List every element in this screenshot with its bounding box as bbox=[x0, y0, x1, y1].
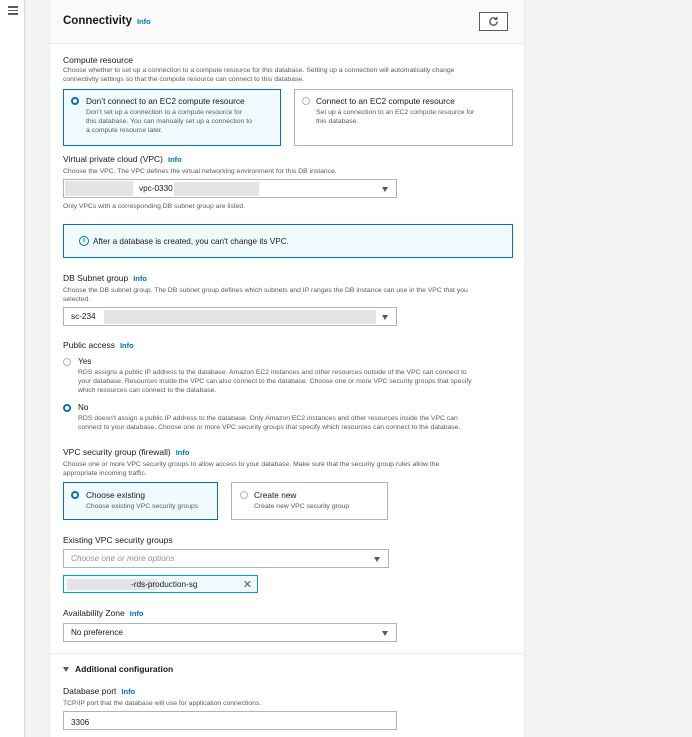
redacted-block bbox=[104, 310, 376, 324]
refresh-icon bbox=[488, 16, 499, 27]
subnet-info-link[interactable]: Info bbox=[133, 274, 147, 283]
refresh-button[interactable] bbox=[479, 12, 508, 31]
radio-public-yes[interactable] bbox=[63, 358, 71, 366]
info-link[interactable]: Info bbox=[137, 17, 151, 26]
redacted-block bbox=[174, 182, 259, 196]
chevron-down-icon bbox=[382, 187, 388, 192]
port-desc: TCP/IP port that the database will use for application connections. bbox=[63, 700, 262, 707]
chevron-down-icon bbox=[374, 557, 380, 562]
security-group-desc: Choose one or more VPC security groups to allow access to your database. Make sure that the security group rules allow the appropriate incoming traffic. bbox=[63, 461, 440, 477]
database-port-input-wrapper bbox=[63, 711, 397, 730]
vpc-select[interactable]: vpc-0330 bbox=[63, 179, 397, 198]
subnet-select[interactable]: sc-234 bbox=[63, 307, 397, 326]
existing-sg-label: Existing VPC security groups bbox=[63, 535, 173, 545]
security-group-label: VPC security group (firewall) Info bbox=[63, 447, 190, 457]
vpc-info-link[interactable]: Info bbox=[168, 155, 182, 164]
tile-dont-connect-ec2[interactable]: Don’t connect to an EC2 compute resource Don’t set up a connection to a compute resource for this database. You can manually set up a connection to a compute resource later. bbox=[63, 89, 281, 146]
subnet-label: DB Subnet group Info bbox=[63, 273, 147, 283]
close-icon[interactable]: ✕ bbox=[242, 579, 252, 591]
sg-token: -rds-production-sg ✕ bbox=[63, 575, 258, 593]
chevron-down-icon bbox=[382, 315, 388, 320]
public-access-label: Public access Info bbox=[63, 340, 134, 350]
left-nav-rail bbox=[0, 0, 25, 737]
additional-config-toggle[interactable]: Additional configuration bbox=[63, 664, 173, 674]
vpc-alert: i After a database is created, you can't change its VPC. bbox=[63, 224, 513, 258]
subnet-desc: Choose the DB subnet group. The DB subnet group defines which subnets and IP ranges the DB instance can use in the VPC that you selected. bbox=[63, 287, 468, 303]
vpc-hint: Only VPCs with a corresponding DB subnet group are listed. bbox=[63, 203, 246, 210]
vpc-desc: Choose the VPC. The VPC defines the virtual networking environment for this DB instance. bbox=[63, 168, 337, 175]
connectivity-panel: Connectivity Info Compute resource Choose whether to set up a connection to a compute resource for this database. Setting up a connection will automatically change connectivity settings so that the compute resource can connect to this database. Don’t connect to an EC2 compute resource Don’t set up a connection to a compute resource for this database. You can manually set up a connection to a compute resource later. Connect to an EC2 compute resource Set up a connection to an EC2 compute resource for this database. Virtual private cloud (VPC) Info Choose the VPC. The VPC defines the virtual networking environment for this DB instance. vpc-0330 Only VPCs with a corresponding DB subnet group are listed. i After a database is created, you can't change its VPC. DB Subnet group Info Choose the DB subnet group. The DB subnet group defines which subnets and IP ranges the DB instance can use in the VPC that you selected. sc-234 Public access Info Yes RDS assigns a public IP address to the database. Amazon EC2 instances and other resources outside of the VPC can connect to your database. Resources inside the VPC can also connect to the database. Choose one or more VPC security groups that specify which resources can connect to the database. No RDS doesn't assign a public IP address to the database. Only Amazon EC2 instances and other resources inside the VPC can connect to your database. Choose one or more VPC security groups that specify which resources can connect to the database. VPC security group (firewall) Info Choose one or more VPC security groups to allow access to your database. Make sure that the security group rules allow the appropriate incoming traffic. Choose existing Choose existing VPC security groups Create new Create new VPC security group Existing VPC security groups Choose one or more options -rds-production-sg ✕ Availability Zone Info No preference Additional configuration Database port Info TCP/IP port that the database will use for application connections. 3306 bbox=[49, 0, 525, 737]
compute-resource-desc: Choose whether to set up a connection to a compute resource for this database. Setting up a connection will automatically change connectivity settings so that the compute resource can connect to this database. bbox=[63, 67, 455, 83]
radio-dont-connect[interactable] bbox=[71, 97, 79, 105]
radio-public-no[interactable] bbox=[63, 404, 71, 412]
hamburger-icon[interactable] bbox=[8, 6, 18, 16]
tile-connect-ec2[interactable]: Connect to an EC2 compute resource Set up a connection to an EC2 compute resource for this database. bbox=[294, 89, 513, 146]
compute-resource-label: Compute resource bbox=[63, 55, 133, 65]
security-group-info-link[interactable]: Info bbox=[175, 448, 190, 457]
redacted-block bbox=[65, 181, 133, 196]
az-select[interactable]: No preference bbox=[63, 623, 397, 642]
port-info-link[interactable]: Info bbox=[121, 687, 136, 696]
database-port-input[interactable] bbox=[64, 714, 396, 731]
section-title: Connectivity Info bbox=[63, 15, 151, 27]
existing-sg-multiselect[interactable]: Choose one or more options bbox=[63, 549, 389, 568]
radio-create-new[interactable] bbox=[240, 491, 248, 499]
az-label: Availability Zone Info bbox=[63, 608, 144, 618]
divider bbox=[50, 653, 526, 654]
public-access-info-link[interactable]: Info bbox=[119, 341, 134, 350]
panel-header bbox=[50, 0, 524, 44]
tile-create-new[interactable]: Create new Create new VPC security group bbox=[231, 482, 388, 520]
tile-choose-existing[interactable]: Choose existing Choose existing VPC security groups bbox=[63, 482, 218, 520]
info-circle-icon: i bbox=[79, 236, 89, 246]
chevron-down-icon bbox=[382, 631, 388, 636]
az-info-link[interactable]: Info bbox=[129, 609, 144, 618]
port-label: Database port Info bbox=[63, 686, 136, 696]
radio-connect[interactable] bbox=[302, 97, 310, 105]
radio-choose-existing[interactable] bbox=[71, 491, 79, 499]
caret-down-icon bbox=[63, 667, 69, 672]
redacted-block bbox=[104, 579, 129, 590]
vpc-label: Virtual private cloud (VPC) Info bbox=[63, 154, 182, 164]
